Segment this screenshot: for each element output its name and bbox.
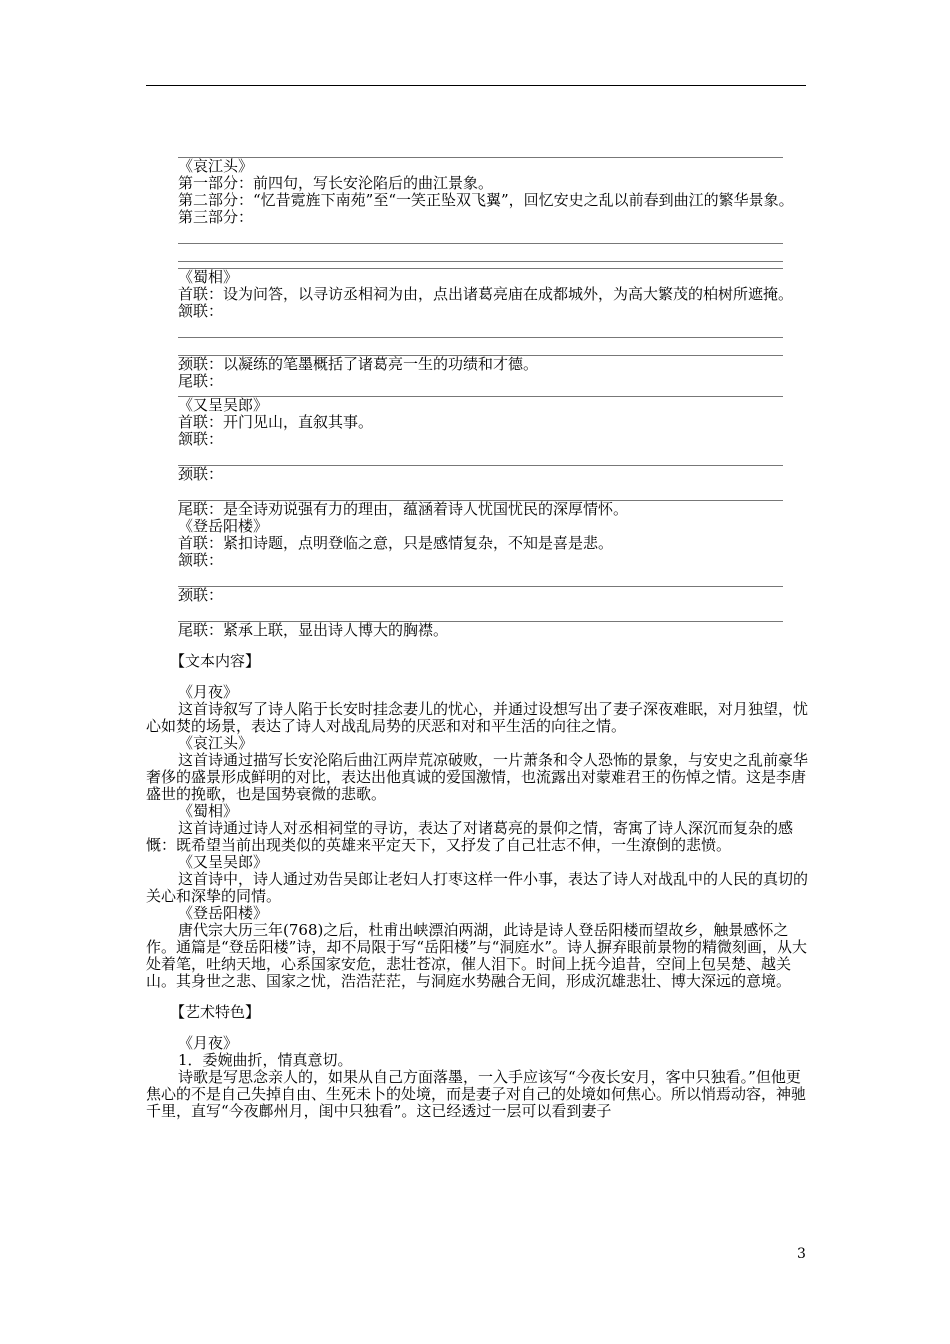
answer-line (178, 226, 783, 244)
jinglian: 颈联： (178, 465, 224, 483)
page-number: 3 (797, 1246, 806, 1262)
answer-line (178, 262, 783, 269)
jinglian: 颈联：以凝练的笔墨概括了诸葛亮一生的功绩和才德。 (178, 355, 539, 373)
part-three: 第三部分： (178, 208, 254, 226)
feature-point: 1．委婉曲折，情真意切。 (178, 1051, 353, 1069)
answer-line (178, 320, 783, 338)
poem-title: 《月夜》 (178, 683, 239, 701)
answer-line (178, 244, 783, 262)
jinglian: 颈联： (178, 586, 224, 604)
hanlian: 颔联： (178, 430, 224, 448)
feature-text: 诗歌是写思念亲人的，如果从自己方面落墨，一入手应该写“今夜长安月，客中只独看。”但他更焦心的不是自己失掉自由、生死未卜的处境，而是妻子对自己的处境如何焦心。所以悄焉动容，神驰千里，直写“今夜鄜州月，闺中只独看”。这已经透过一层可以看到妻子 (146, 1068, 807, 1120)
answer-line (178, 604, 783, 622)
answer-line (178, 448, 783, 466)
answer-line (178, 569, 783, 587)
poem-summary: 这首诗通过诗人对丞相祠堂的寻访，表达了对诸葛亮的景仰之情，寄寓了诗人深沉而复杂的感慨：既希望当前出现类似的英雄来平定天下，又抒发了自己壮志不伸，一生潦倒的悲愤。 (146, 819, 794, 854)
poem-title-ai-jiang-tou: 《哀江头》 (178, 157, 254, 175)
poem-title: 《月夜》 (178, 1034, 239, 1052)
header-rule (146, 85, 806, 86)
poem-title-you-cheng-wu-lang: 《又呈吴郎》 (178, 396, 269, 414)
answer-line (178, 390, 783, 397)
shoulian: 首联：开门见山，直叙其事。 (178, 413, 374, 431)
hanlian: 颔联： (178, 302, 224, 320)
part-two: 第二部分：“忆昔霓旌下南苑”至“一笑正坠双飞翼”，回忆安史之乱以前春到曲江的繁华景象。 (178, 191, 794, 209)
weilian: 尾联：紧承上联，显出诗人博大的胸襟。 (178, 621, 449, 639)
poem-title: 《又呈吴郎》 (178, 853, 269, 871)
poem-summary: 这首诗叙写了诗人陷于长安时挂念妻儿的忧心，并通过设想写出了妻子深夜难眠，对月独望，忧心如焚的场景，表达了诗人对战乱局势的厌恶和对和平生活的向往之情。 (146, 700, 809, 735)
section-heading-text-content: 【文本内容】 (170, 652, 261, 670)
section-heading-artistic-features: 【艺术特色】 (170, 1003, 261, 1021)
shoulian: 首联：设为问答，以寻访丞相祠为由，点出诸葛亮庙在成都城外，为高大繁茂的柏树所遮掩。 (178, 285, 794, 303)
weilian: 尾联： (178, 372, 224, 390)
hanlian: 颔联： (178, 551, 224, 569)
answer-line (178, 483, 783, 501)
poem-summary: 这首诗中，诗人通过劝告吴郎让老妇人打枣这样一件小事，表达了诗人对战乱中的人民的真切的关心和深挚的同情。 (146, 870, 809, 905)
document-body (146, 148, 808, 1120)
answer-line (178, 338, 783, 356)
poem-title-deng-yue-yang-lou: 《登岳阳楼》 (178, 517, 269, 535)
shoulian: 首联：紧扣诗题，点明登临之意，只是感情复杂，不知是喜是悲。 (178, 534, 614, 552)
weilian: 尾联：是全诗劝说强有力的理由，蕴涵着诗人忧国忧民的深厚情怀。 (178, 500, 629, 518)
part-one: 第一部分：前四句，写长安沦陷后的曲江景象。 (178, 174, 494, 192)
poem-title: 《登岳阳楼》 (178, 904, 269, 922)
answer-line (178, 148, 783, 158)
poem-summary: 唐代宗大历三年(768)之后，杜甫出峡漂泊两湖，此诗是诗人登岳阳楼而望故乡，触景感怀之作。通篇是“登岳阳楼”诗，却不局限于写“岳阳楼”与“洞庭水”。诗人摒弃眼前景物的精微刻画，从大处着笔，吐纳天地，心系国家安危，悲壮苍凉，催人泪下。时间上抚今追昔，空间上包吴楚、越关山。其身世之悲、国家之忧，浩浩茫茫，与洞庭水势融合无间，形成沉雄悲壮、博大深远的意境。 (146, 921, 808, 990)
poem-title: 《哀江头》 (178, 734, 254, 752)
poem-title-shu-xiang: 《蜀相》 (178, 268, 239, 286)
poem-summary: 这首诗通过描写长安沦陷后曲江两岸荒凉破败，一片萧条和令人恐怖的景象，与安史之乱前豪华奢侈的盛景形成鲜明的对比，表达出他真诚的爱国激情，也流露出对蒙难君王的伤悼之情。这是李唐盛世的挽歌，也是国势衰微的悲歌。 (146, 751, 809, 803)
poem-title: 《蜀相》 (178, 802, 239, 820)
